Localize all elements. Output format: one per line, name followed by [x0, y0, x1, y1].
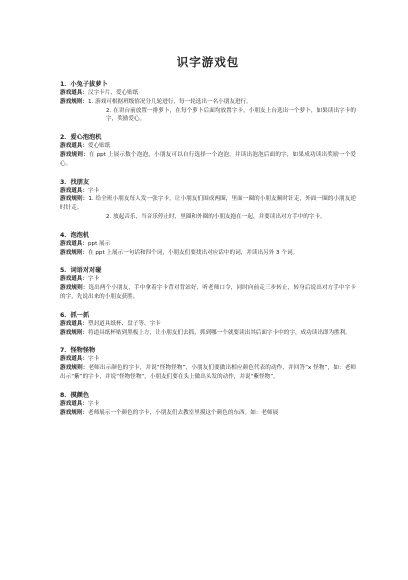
section-line — [60, 409, 356, 418]
field-text: 字卡 — [87, 276, 100, 283]
field-text: 老师展示一个颜色的字卡，小朋友们去教室里摸这个颜色的东西。如：老师展 — [87, 409, 279, 416]
field-label: 游戏规则： — [60, 285, 89, 292]
section-heading: 7．怪物怪物 — [60, 347, 96, 355]
section-line — [60, 284, 356, 302]
field-text: 字卡 — [87, 356, 100, 363]
section-line — [60, 355, 356, 364]
section-line — [60, 187, 356, 196]
game-section — [60, 80, 356, 124]
field-label: 游戏道具： — [60, 143, 88, 150]
field-text: 塑封道具纸杯、盘子等、字卡 — [87, 320, 161, 327]
field-text: 1. 游戏可根据班级情况分几轮进行，每一轮选出一名小朋友进行。 — [87, 98, 252, 105]
field-text: 汉字卡片、爱心贴纸 — [87, 90, 139, 96]
field-label: 游戏道具： — [60, 240, 88, 247]
section-heading: 4．泡泡机 — [60, 231, 90, 239]
section-line — [60, 195, 356, 213]
section-line — [60, 142, 356, 151]
field-label: 游戏规则： — [60, 409, 88, 416]
game-section — [60, 391, 356, 418]
section-heading: 8．摸颜色 — [60, 391, 90, 399]
game-section — [60, 133, 356, 168]
field-label: 游戏道具： — [60, 90, 88, 96]
field-text: 爱心贴纸 — [87, 143, 111, 150]
field-text: 2. 放起音乐，当音乐停止时，里圈和外圈的小朋友抱在一起，并要读出对方手中的字卡。 — [106, 213, 326, 220]
section-heading: 5．词语对对碰 — [60, 267, 102, 275]
section-line — [60, 151, 356, 169]
section-heading: 6．抓一抓 — [60, 311, 90, 319]
section-line — [60, 249, 356, 258]
field-label: 游戏规则： — [60, 196, 89, 203]
game-section — [60, 346, 356, 381]
field-label: 游戏规则： — [60, 365, 89, 372]
sections-container — [60, 80, 356, 417]
field-label: 游戏规则： — [60, 98, 88, 105]
section-line — [60, 240, 356, 249]
section-heading: 2．爱心泡泡机 — [60, 134, 102, 142]
field-label: 游戏规则： — [60, 249, 88, 256]
section-heading: 3．找朋友 — [60, 178, 90, 186]
field-text: 字卡 — [87, 187, 100, 194]
field-label: 游戏规则： — [60, 151, 89, 158]
field-label: 游戏道具： — [60, 276, 88, 283]
section-line — [60, 98, 356, 107]
section-line — [60, 107, 356, 125]
game-section — [60, 266, 356, 301]
field-label: 游戏道具： — [60, 320, 88, 327]
field-label: 游戏道具： — [60, 400, 88, 407]
field-text: 老师出示颜色的字卡，并说“怪物怪物”，小朋友们要做出相应颜色代表的动作，并回答“x 怪物”，如：老师出示“紫”的字卡，并说“怪物怪物”，小朋友们要在头上做出头发的动作，并说“紫怪物”。 — [60, 365, 356, 380]
field-text: 在 ppt 上展示一句话和四个词，小朋友们要找出对应话中的词，并读出另外 3 个词。 — [87, 249, 299, 256]
section-line — [60, 320, 356, 329]
game-section — [60, 178, 356, 222]
field-text: 字卡 — [87, 400, 100, 407]
field-text: 将道具纸杯贴到黑板上方，让小朋友们去抓，抓到哪一个就要读出其后面字卡中的字，成功读出即为胜利。 — [87, 329, 351, 336]
section-heading: 1．小兔子拔萝卜 — [60, 81, 108, 88]
field-label: 游戏道具： — [60, 187, 88, 194]
field-text: 1. 给全班小朋友每人发一张字卡，让小朋友们围成两圈，里面一圈的小朋友顺时针走，外面一圈的小朋友逆时针走。 — [60, 196, 356, 212]
game-section — [60, 231, 356, 258]
game-section — [60, 311, 356, 338]
field-text: 2. 在讲台前放置一排萝卜，在每个萝卜后面均放置字卡，小朋友上台选出一个萝卜，如果读出字卡的字，奖励爱心。 — [106, 107, 356, 123]
section-line — [60, 364, 356, 382]
field-text: ppt 展示 — [87, 240, 111, 247]
field-text: 选出两个小朋友，手中拿着字卡背对背站好，听老师口令，同时向前走三步转止，转身后说出对方手中字卡的字，先说出来的小朋友获胜。 — [60, 285, 356, 300]
field-label: 游戏道具： — [60, 356, 88, 363]
section-line — [60, 329, 356, 338]
field-text: 在 ppt 上展示数个泡泡，小朋友可以自行选择一个泡泡，并读出泡泡后面的字，如果成功读出奖励一个爱心。 — [60, 151, 356, 167]
section-line — [60, 89, 356, 98]
section-line — [60, 275, 356, 284]
section-line — [60, 400, 356, 409]
field-label: 游戏规则： — [60, 329, 88, 336]
document-title: 识字游戏包 — [176, 55, 240, 69]
section-line — [60, 213, 356, 222]
